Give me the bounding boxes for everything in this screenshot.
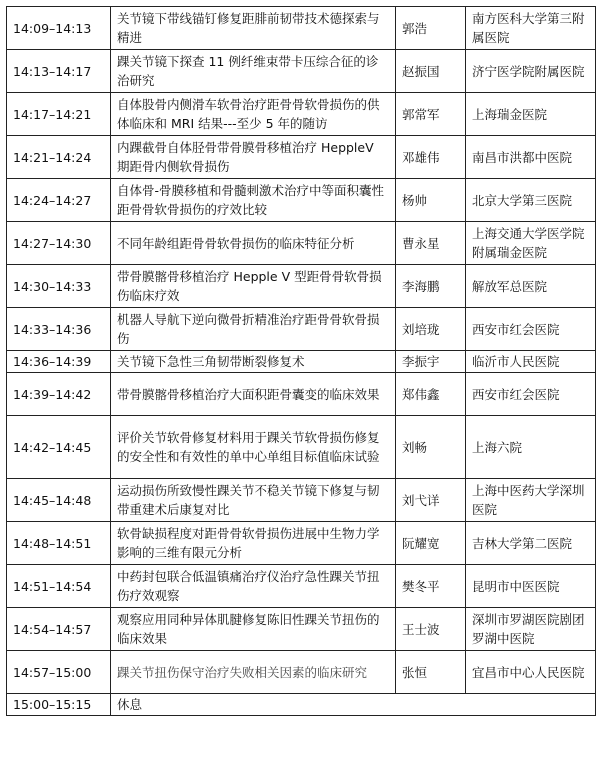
session-organization: 解放军总医院	[466, 265, 596, 308]
break-label: 休息	[111, 694, 596, 716]
session-organization: 吉林大学第二医院	[466, 522, 596, 565]
break-time: 15:00–15:15	[7, 694, 111, 716]
schedule-row	[7, 416, 596, 479]
session-time: 14:45–14:48	[7, 479, 111, 522]
session-title: 关节镜下急性三角韧带断裂修复术	[111, 351, 396, 373]
session-title: 评价关节软骨修复材料用于踝关节软骨损伤修复的安全性和有效性的单中心单组目标值临床试验	[111, 416, 396, 479]
session-title: 带骨膜髂骨移植治疗 Hepple V 型距骨骨软骨损伤临床疗效	[111, 265, 396, 308]
session-title: 自体骨-骨膜移植和骨髓刺激术治疗中等面积囊性距骨骨软骨损伤的疗效比较	[111, 179, 396, 222]
session-time: 14:21–14:24	[7, 136, 111, 179]
session-title: 软骨缺损程度对距骨骨软骨损伤进展中生物力学影响的三维有限元分析	[111, 522, 396, 565]
session-organization: 南昌市洪都中医院	[466, 136, 596, 179]
session-organization: 上海六院	[466, 416, 596, 479]
session-title: 不同年龄组距骨骨软骨损伤的临床特征分析	[111, 222, 396, 265]
schedule-row	[7, 608, 596, 651]
schedule-row	[7, 651, 596, 694]
session-speaker: 邓雄伟	[396, 136, 466, 179]
session-title: 踝关节扭伤保守治疗失败相关因素的临床研究	[111, 651, 396, 694]
session-organization: 昆明市中医医院	[466, 565, 596, 608]
session-time: 14:48–14:51	[7, 522, 111, 565]
schedule-row	[7, 351, 596, 373]
session-title: 踝关节镜下探查 11 例纤维束带卡压综合征的诊治研究	[111, 50, 396, 93]
session-time: 14:51–14:54	[7, 565, 111, 608]
session-time: 14:57–15:00	[7, 651, 111, 694]
session-speaker: 赵振国	[396, 50, 466, 93]
session-speaker: 郑伟鑫	[396, 373, 466, 416]
session-organization: 上海交通大学医学院附属瑞金医院	[466, 222, 596, 265]
schedule-row	[7, 373, 596, 416]
session-time: 14:24–14:27	[7, 179, 111, 222]
session-title: 关节镜下带线锚钉修复距腓前韧带技术德探索与精进	[111, 7, 396, 50]
schedule-row	[7, 50, 596, 93]
session-time: 14:54–14:57	[7, 608, 111, 651]
session-time: 14:42–14:45	[7, 416, 111, 479]
schedule-row	[7, 308, 596, 351]
schedule-row	[7, 479, 596, 522]
schedule-row	[7, 136, 596, 179]
session-organization: 北京大学第三医院	[466, 179, 596, 222]
schedule-row	[7, 522, 596, 565]
session-organization: 济宁医学院附属医院	[466, 50, 596, 93]
schedule-row	[7, 265, 596, 308]
session-organization: 南方医科大学第三附属医院	[466, 7, 596, 50]
session-title: 内踝截骨自体胫骨带骨膜骨移植治疗 HeppleV 期距骨内侧软骨损伤	[111, 136, 396, 179]
session-title: 机器人导航下逆向微骨折精准治疗距骨骨软骨损伤	[111, 308, 396, 351]
break-row	[7, 694, 596, 716]
session-speaker: 刘弋详	[396, 479, 466, 522]
session-title: 运动损伤所致慢性踝关节不稳关节镜下修复与韧带重建术后康复对比	[111, 479, 396, 522]
session-speaker: 杨帅	[396, 179, 466, 222]
session-title: 带骨膜髂骨移植治疗大面积距骨囊变的临床效果	[111, 373, 396, 416]
session-speaker: 刘畅	[396, 416, 466, 479]
schedule-table	[6, 6, 596, 716]
session-speaker: 刘培珑	[396, 308, 466, 351]
session-title: 观察应用同种异体肌腱修复陈旧性踝关节扭伤的临床效果	[111, 608, 396, 651]
schedule-row	[7, 222, 596, 265]
session-title: 自体股骨内侧滑车软骨治疗距骨骨软骨损伤的供体临床和 MRI 结果---至少 5 年的随访	[111, 93, 396, 136]
session-time: 14:27–14:30	[7, 222, 111, 265]
schedule-row	[7, 179, 596, 222]
session-speaker: 郭浩	[396, 7, 466, 50]
session-time: 14:36–14:39	[7, 351, 111, 373]
session-organization: 西安市红会医院	[466, 308, 596, 351]
session-time: 14:30–14:33	[7, 265, 111, 308]
session-organization: 深圳市罗湖医院剧团罗湖中医院	[466, 608, 596, 651]
session-speaker: 张恒	[396, 651, 466, 694]
session-organization: 上海瑞金医院	[466, 93, 596, 136]
session-time: 14:33–14:36	[7, 308, 111, 351]
schedule-body	[7, 7, 596, 716]
session-time: 14:17–14:21	[7, 93, 111, 136]
schedule-row	[7, 7, 596, 50]
session-speaker: 樊冬平	[396, 565, 466, 608]
schedule-row	[7, 565, 596, 608]
session-organization: 西安市红会医院	[466, 373, 596, 416]
schedule-row	[7, 93, 596, 136]
session-speaker: 李海鹏	[396, 265, 466, 308]
session-speaker: 阮耀宽	[396, 522, 466, 565]
session-speaker: 郭常军	[396, 93, 466, 136]
session-speaker: 李振宇	[396, 351, 466, 373]
session-speaker: 曹永星	[396, 222, 466, 265]
session-organization: 上海中医药大学深圳医院	[466, 479, 596, 522]
session-time: 14:39–14:42	[7, 373, 111, 416]
session-speaker: 王士波	[396, 608, 466, 651]
session-title: 中药封包联合低温镇痛治疗仪治疗急性踝关节扭伤疗效观察	[111, 565, 396, 608]
session-time: 14:13–14:17	[7, 50, 111, 93]
session-time: 14:09–14:13	[7, 7, 111, 50]
session-organization: 临沂市人民医院	[466, 351, 596, 373]
session-organization: 宜昌市中心人民医院	[466, 651, 596, 694]
